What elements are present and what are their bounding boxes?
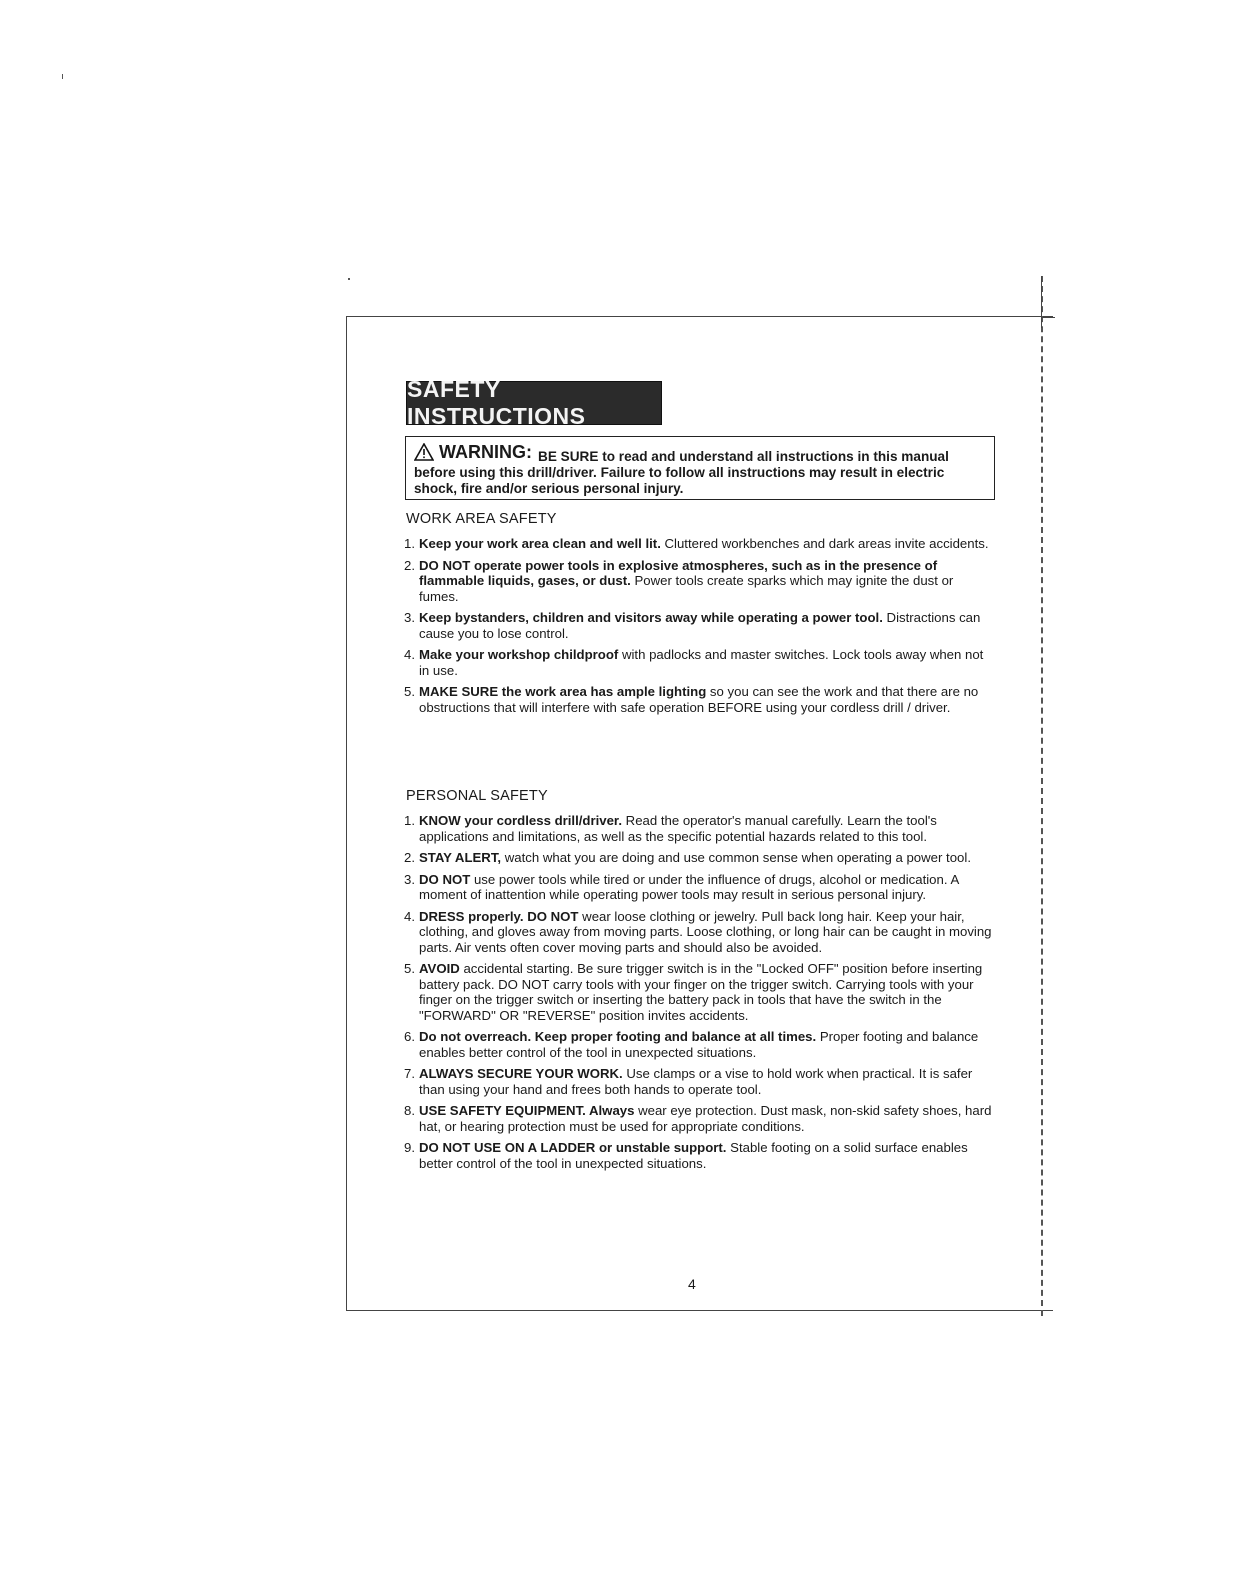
list-item	[404, 850, 994, 866]
item-bold-text: MAKE SURE the work area has ample lighting	[419, 684, 707, 699]
item-text: so you can see the work and that there are no obstructions that will interfere with safe operation BEFORE using your cordless drill / driver.	[419, 684, 979, 715]
item-bold-text: Keep your work area clean and well lit.	[419, 536, 661, 551]
list-item	[404, 1066, 994, 1097]
item-bold-text: Do not overreach. Keep proper footing and balance at all times.	[419, 1029, 817, 1044]
page-frame-bottom	[346, 1310, 1053, 1311]
item-text: Proper footing and balance enables better control of the tool in unexpected situations.	[419, 1029, 979, 1060]
scan-speck	[348, 278, 350, 280]
item-text: accidental starting. Be sure trigger switch is in the "Locked OFF" position before inserting battery pack. DO NOT carry tools with your finger on the trigger switch. Carrying tools with your finger on the trigger switch or inserting the battery pack in tools that have the switch in the "FORWARD" OR "REVERSE" position invites accidents.	[419, 961, 983, 1023]
work-area-heading: WORK AREA SAFETY	[406, 511, 557, 527]
warning-label: WARNING:	[439, 442, 532, 462]
item-number: 3.	[404, 610, 415, 625]
item-number: 3.	[404, 871, 415, 887]
item-text: watch what you are doing and use common sense when operating a power tool.	[501, 850, 971, 865]
item-bold-text: DO NOT	[419, 871, 471, 887]
item-number: 5.	[404, 961, 415, 976]
item-number: 7.	[404, 1066, 415, 1081]
list-item	[404, 909, 994, 956]
item-bold-text: Make your workshop childproof	[419, 647, 619, 662]
list-item	[404, 1029, 994, 1060]
item-number: 4.	[404, 908, 415, 924]
frame-corner-tick	[1041, 317, 1055, 318]
item-text: Power tools create sparks which may ignite the dust or fumes.	[419, 573, 954, 604]
item-bold-text: AVOID	[419, 961, 460, 976]
personal-safety-heading: PERSONAL SAFETY	[406, 788, 548, 804]
warning-triangle-icon	[414, 443, 434, 461]
page-frame-right	[1041, 276, 1043, 1316]
list-item	[404, 647, 994, 678]
list-item	[404, 961, 994, 1023]
item-bold-text: DO NOT USE ON A LADDER or unstable support.	[419, 1140, 727, 1155]
item-bold-text: ALWAYS SECURE YOUR WORK.	[419, 1066, 623, 1081]
item-number: 2.	[404, 557, 415, 573]
item-text: wear eye protection. Dust mask, non-skid safety shoes, hard hat, or hearing protection must be used for appropriate conditions.	[419, 1103, 992, 1134]
item-bold-text: DO NOT operate power tools in explosive atmospheres, such as in the presence of flammable liquids, gases, or dust.	[419, 557, 938, 588]
page-frame-top	[346, 316, 1053, 317]
item-bold-text: Keep bystanders, children and visitors away while operating a power tool.	[419, 610, 883, 625]
scan-speck	[62, 74, 63, 79]
item-bold-text: STAY ALERT,	[419, 850, 502, 865]
item-number: 1.	[404, 536, 415, 551]
item-number: 9.	[404, 1140, 415, 1155]
item-number: 8.	[404, 1103, 415, 1118]
work-area-list	[404, 536, 994, 721]
item-text: Cluttered workbenches and dark areas invite accidents.	[660, 536, 989, 551]
list-item	[404, 872, 994, 903]
warning-head	[414, 443, 538, 461]
item-text: use power tools while tired or under the influence of drugs, alcohol or medication. A moment of inattention while operating power tools may result in serious personal injury.	[419, 871, 959, 902]
item-bold-text: KNOW your cordless drill/driver.	[419, 813, 622, 828]
warning-box	[405, 436, 995, 500]
item-text: wear loose clothing or jewelry. Pull back long hair. Keep your hair, clothing, and gloves away from moving parts. Loose clothing, or long hair can be caught in moving parts. Air vents often cover moving parts and should also be avoided.	[419, 908, 992, 955]
list-item	[404, 610, 994, 641]
safety-instructions-banner	[406, 376, 662, 429]
personal-safety-list	[404, 813, 994, 1177]
item-number: 1.	[404, 813, 415, 828]
item-text: Use clamps or a vise to hold work when practical. It is safer than using your hand and frees both hands to operate tool.	[419, 1066, 973, 1097]
page-frame-left	[346, 316, 347, 1310]
item-number: 2.	[404, 850, 415, 865]
item-number: 6.	[404, 1029, 415, 1044]
list-item	[404, 813, 994, 844]
item-number: 4.	[404, 647, 415, 662]
banner-title: SAFETY INSTRUCTIONS	[407, 376, 586, 429]
list-item	[404, 1140, 994, 1171]
item-text: Read the operator's manual carefully. Learn the tool's applications and limitations, as well as the specific potential hazards related to this tool.	[419, 813, 937, 844]
list-item	[404, 558, 994, 605]
page-number: 4	[688, 1276, 696, 1292]
item-text: with padlocks and master switches. Lock tools away when not in use.	[419, 647, 984, 678]
item-text: Distractions can cause you to lose control.	[419, 610, 981, 641]
item-text: Stable footing on a solid surface enables better control of the tool in unexpected situations.	[419, 1140, 968, 1171]
item-bold-text: DRESS properly. DO NOT	[419, 908, 579, 924]
list-item	[404, 1103, 994, 1134]
warning-text: BE SURE to read and understand all instructions in this manual before using this drill/driver. Failure to follow all instructions may result in electric shock, fire and/or serious personal injury.	[414, 449, 949, 496]
list-item	[404, 684, 994, 715]
item-number: 5.	[404, 684, 415, 699]
page-frame-right-top	[1041, 276, 1042, 328]
item-bold-text: USE SAFETY EQUIPMENT. Always	[419, 1103, 635, 1118]
list-item	[404, 536, 994, 552]
